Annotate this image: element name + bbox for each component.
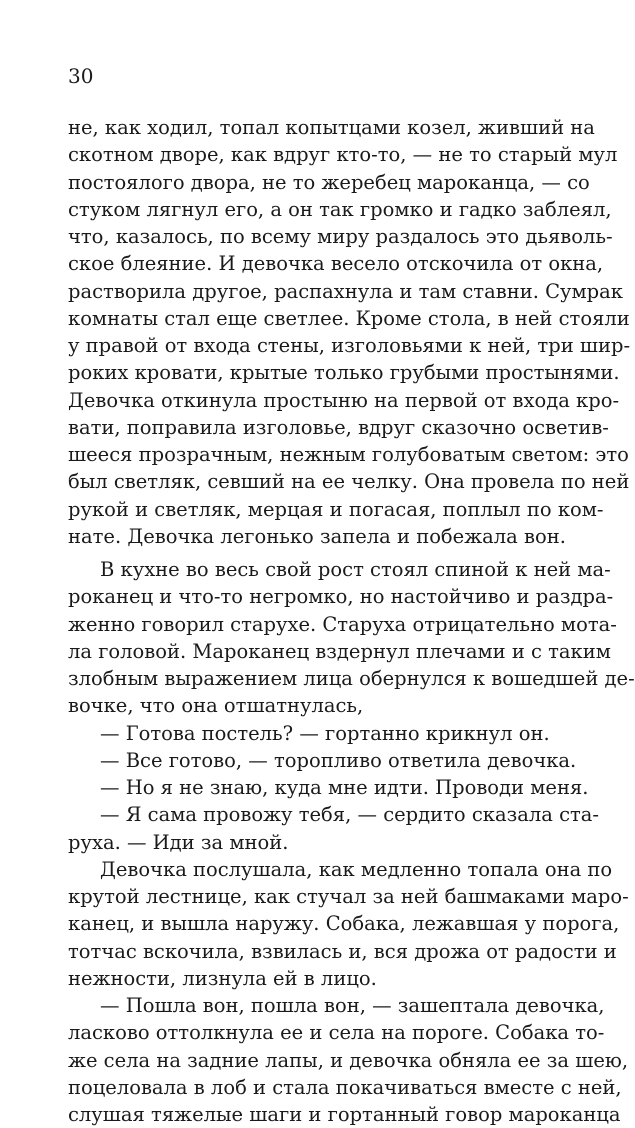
page-number: 30 <box>68 64 94 88</box>
paragraph <box>68 774 589 801</box>
text-line: нежности, лизнула ей в лицо. <box>68 966 377 990</box>
text-line: шееся прозрачным, нежным голубоватым светом: это <box>68 443 629 466</box>
paragraph <box>68 992 629 1128</box>
paragraph <box>68 747 577 774</box>
text-line: Девочка послушала, как медленно топала она по <box>100 857 613 881</box>
text-line: не, как ходил, топал копытцами козел, живший на <box>68 116 595 139</box>
text-line: ское блеяние. И девочка весело отскочила от окна, <box>68 252 604 276</box>
text-line: нате. Девочка легонько запела и побежала вон. <box>68 524 566 548</box>
text-line: злобным выражением лица обернулся к вошедшей де- <box>68 667 635 690</box>
text-line: крутой лестнице, как стучал за ней башмаками маро- <box>68 885 629 908</box>
text-line: тотчас вскочила, взвилась и, вся дрожа от радости и <box>68 939 617 963</box>
paragraph <box>68 114 631 550</box>
text-line: что, казалось, по всему миру раздалось это дьяволь- <box>68 225 613 248</box>
paragraph <box>68 556 635 720</box>
text-line: был светляк, севший на ее челку. Она провела по ней <box>68 470 630 494</box>
text-line: вати, поправила изголовье, вдруг сказочно осветив- <box>68 415 609 439</box>
body-text <box>68 114 635 1128</box>
paragraph <box>68 801 600 856</box>
text-line: В кухне во весь свой рост стоял спиной к ней ма- <box>100 558 611 581</box>
text-line: растворила другое, распахнула и там ставни. Сумрак <box>68 279 623 303</box>
text-line: скотном дворе, как вдруг кто-то, — не то старый мул <box>68 143 618 167</box>
text-line: Девочка откинула простыню на первой от входа кро- <box>68 388 620 412</box>
text-line: роканец и что-то негромко, но настойчиво и раздра- <box>68 585 614 609</box>
text-line: слушая тяжелые шаги и гортанный говор мароканца <box>68 1103 621 1126</box>
text-line: поцеловала в лоб и стала покачиваться вместе с ней, <box>68 1075 622 1099</box>
text-line: руха. — Иди за мной. <box>68 830 289 854</box>
text-line: канец, и вышла наружу. Собака, лежавшая у порога, <box>68 912 620 936</box>
text-line: — Все готово, — торопливо ответила девочка. <box>100 748 577 772</box>
text-line: вочке, что она отшатнулась, <box>68 694 364 718</box>
text-line: — Пошла вон, пошла вон, — зашептала девочка, <box>100 994 605 1017</box>
text-line: постоялого двора, не то жеребец мароканца, — со <box>68 170 590 194</box>
text-line: стуком лягнул его, а он так громко и гадко заблеял, <box>68 197 612 221</box>
text-line: женно говорил старухе. Старуха отрицательно мота- <box>68 612 617 636</box>
text-line: комнаты стал еще светлее. Кроме стола, в ней стояли <box>68 306 630 330</box>
text-line: ласково оттолкнула ее и села на пороге. Собака то- <box>68 1021 605 1045</box>
paragraph <box>68 856 629 992</box>
text-line: у правой от входа стены, изголовьями к ней, три шир- <box>68 334 631 357</box>
paragraph <box>68 720 550 747</box>
text-line: же села на задние лапы, и девочка обняла ее за шею, <box>68 1048 629 1072</box>
text-line: — Я сама провожу тебя, — сердито сказала ста- <box>100 803 600 827</box>
text-line: роких кровати, крытые только грубыми простынями. <box>68 361 620 385</box>
text-line: — Готова постель? — гортанно крикнул он. <box>100 721 550 745</box>
text-line: ла головой. Мароканец вздернул плечами и с таким <box>68 639 611 663</box>
text-line: — Но я не знаю, куда мне идти. Проводи меня. <box>100 776 589 799</box>
text-line: рукой и светляк, мерцая и погасая, поплыл по ком- <box>68 497 604 521</box>
